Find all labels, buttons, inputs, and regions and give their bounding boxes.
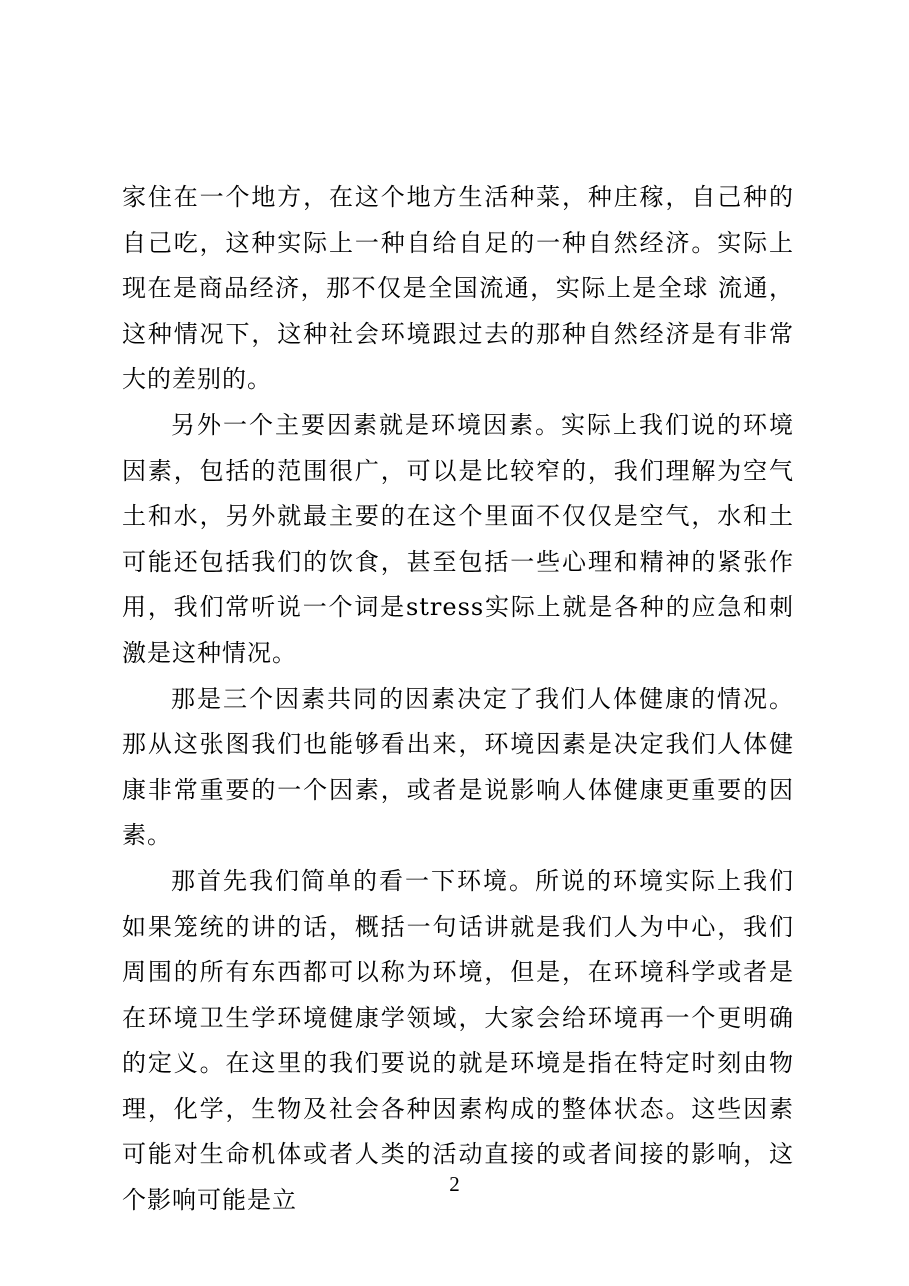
document-body xyxy=(122,175,794,1224)
paragraph-1: 家住在一个地方，在这个地方生活种菜，种庄稼，自己种的自己吃，这种实际上一种自给自足的一种自然经济。实际上现在是商品经济，那不仅是全国流通，实际上是全球 流通，这种情况下，这种社会环境跟过去的那种自然经济是有非常大的差别的。 xyxy=(122,183,794,394)
page-number: 2 xyxy=(449,1172,460,1196)
paragraph-2: 另外一个主要因素就是环境因素。实际上我们说的环境因素，包括的范围很广，可以是比较窄的，我们理解为空气 土和水，另外就最主要的在这个里面不仅仅是空气，水和土可能还包括我们的饮食，甚至包括一些心理和精神的紧张作用，我们常听说一个词是stress实际上就是各种的应急和刺激是这种情况。 xyxy=(122,410,794,667)
paragraph-3: 那是三个因素共同的因素决定了我们人体健康的情况。那从这张图我们也能够看出来，环境因素是决定我们人体健康非常重要的一个因素，或者是说影响人体健康更重要的因素。 xyxy=(122,684,794,850)
paragraph-4: 那首先我们简单的看一下环境。所说的环境实际上我们如果笼统的讲的话，概括一句话讲就是我们人为中心，我们周围的所有东西都可以称为环境，但是，在环境科学或者是在环境卫生学环境健康学领域，大家会给环境再一个更明确的定义。在这里的我们要说的就是环境是指在特定时刻由物理，化学，生物及社会各种因素构成的整体状态。这些因素可能对生命机体或者人类的活动直接的或者间接的影响，这个影响可能是立 xyxy=(122,866,794,1215)
